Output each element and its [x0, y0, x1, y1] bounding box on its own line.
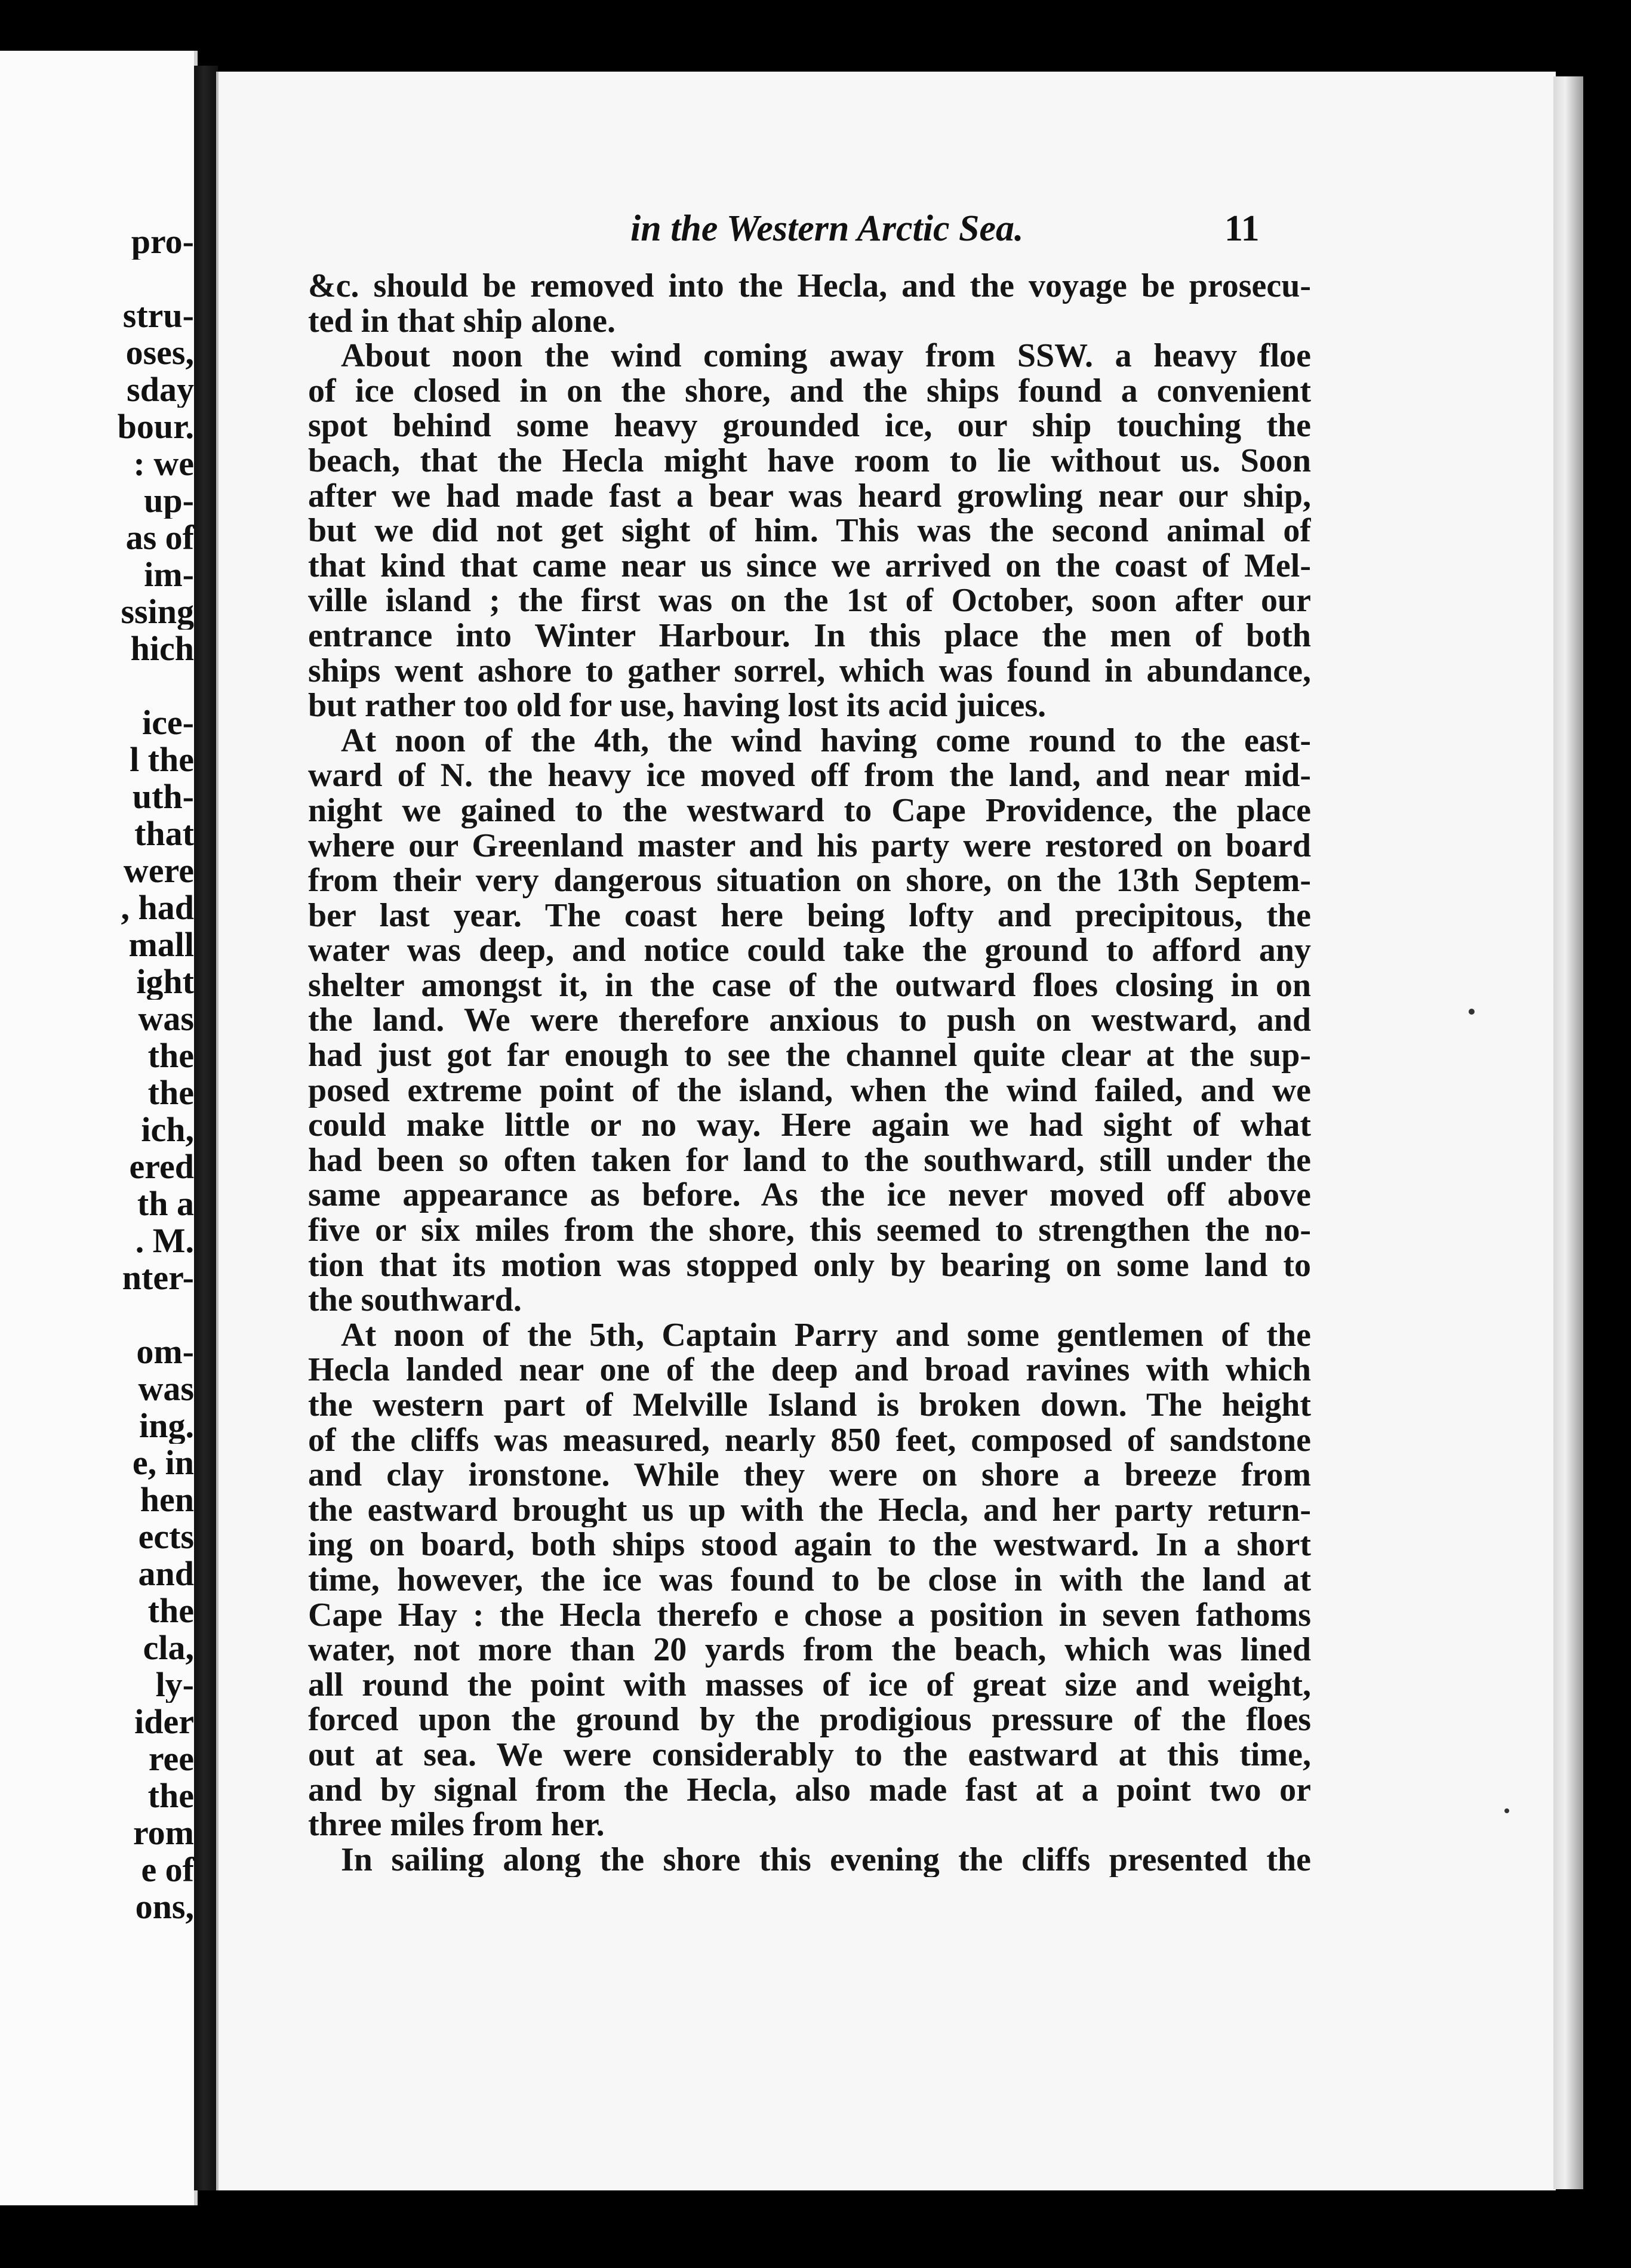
text-line: ing on board, both ships stood again to the westward. In a short: [308, 1527, 1311, 1563]
left-page-fragment: ree: [148, 1741, 194, 1777]
book-page: [216, 72, 1556, 2190]
left-page-fragment: e of: [141, 1852, 194, 1888]
text-line: from their very dangerous situation on shore, on the 13th Septem-: [308, 863, 1311, 898]
left-page-fragment: . M.: [135, 1223, 194, 1259]
text-line: ted in that ship alone.: [308, 303, 616, 339]
text-line: the western part of Melville Island is broken down. The height: [308, 1388, 1311, 1423]
dust-speck: [1469, 1009, 1475, 1015]
left-page-fragment: stru-: [122, 298, 194, 334]
text-line: At noon of the 5th, Captain Parry and some gentlemen of the: [341, 1317, 1311, 1353]
left-page-fragment: e, in: [132, 1445, 194, 1481]
page-header: [219, 208, 1556, 261]
left-page-fragment: were: [123, 853, 194, 889]
dust-speck: [1504, 1808, 1509, 1813]
text-line: out at sea. We were considerably to the eastward at this time,: [308, 1737, 1311, 1773]
text-line: the eastward brought us up with the Hecla, and her party return-: [308, 1492, 1311, 1528]
left-page-fragment: im-: [144, 557, 194, 593]
left-page-fragment: ice-: [142, 705, 194, 741]
left-page-fragment: up-: [144, 483, 194, 519]
page-number: 11: [1224, 208, 1260, 249]
left-page-fragment: om-: [136, 1334, 194, 1370]
text-line: had been so often taken for land to the southward, still under the: [308, 1142, 1311, 1178]
text-line: shelter amongst it, in the case of the outward floes closing in on: [308, 967, 1311, 1003]
left-page-fragment: nter-: [122, 1260, 194, 1296]
text-line: night we gained to the westward to Cape Providence, the place: [308, 793, 1311, 828]
text-line: but we did not get sight of him. This was the second animal of: [308, 513, 1311, 548]
text-line: tion that its motion was stopped only by bearing on some land to: [308, 1247, 1311, 1283]
text-line: same appearance as before. As the ice never moved off above: [308, 1178, 1311, 1213]
left-facing-page: [0, 51, 198, 2205]
left-page-fragment: ssing: [121, 594, 194, 630]
page-edge: [1553, 76, 1583, 2189]
left-page-fragment: the: [147, 1593, 194, 1629]
text-line: time, however, the ice was found to be close in with the land at: [308, 1562, 1311, 1598]
left-page-fragment: the: [147, 1038, 194, 1074]
text-line: About noon the wind coming away from SSW. a heavy floe: [341, 338, 1311, 374]
left-page-fragment: was: [138, 1371, 194, 1407]
left-page-fragment: was: [138, 1001, 194, 1037]
text-line: of the cliffs was measured, nearly 850 feet, composed of sandstone: [308, 1422, 1311, 1458]
text-line: ville island ; the first was on the 1st of October, soon after our: [308, 583, 1311, 618]
text-line: five or six miles from the shore, this seemed to strengthen the no-: [308, 1213, 1311, 1248]
text-line: At noon of the 4th, the wind having come round to the east-: [341, 723, 1311, 759]
text-line: but rather too old for use, having lost its acid juices.: [308, 688, 1047, 723]
left-page-fragment: sday: [127, 372, 194, 408]
text-line: posed extreme point of the island, when the wind failed, and we: [308, 1073, 1311, 1108]
text-line: where our Greenland master and his party were restored on board: [308, 828, 1311, 864]
text-line: the land. We were therefore anxious to push on westward, and: [308, 1003, 1311, 1039]
left-page-fragment: th a: [137, 1186, 194, 1222]
text-line: had just got far enough to see the channel quite clear at the sup-: [308, 1038, 1311, 1073]
left-page-fragment: pro-: [131, 224, 194, 260]
left-page-fragment: ing.: [139, 1408, 194, 1444]
text-line: water was deep, and notice could take the ground to afford any: [308, 933, 1311, 968]
text-line: after we had made fast a bear was heard growling near our ship,: [308, 478, 1311, 514]
text-line: could make little or no way. Here again we had sight of what: [308, 1108, 1311, 1143]
left-page-fragment: l the: [130, 742, 194, 778]
body-text: [308, 269, 1311, 1877]
left-page-fragment: as of: [125, 520, 194, 556]
text-line: In sailing along the shore this evening the cliffs presented the: [341, 1842, 1311, 1878]
left-page-fragment: ons,: [135, 1889, 194, 1925]
text-line: three miles from her.: [308, 1807, 605, 1842]
text-line: that kind that came near us since we arrived on the coast of Mel-: [308, 548, 1311, 584]
text-line: the southward.: [308, 1283, 522, 1318]
text-line: entrance into Winter Harbour. In this place the men of both: [308, 618, 1311, 654]
left-page-fragment: ered: [129, 1149, 194, 1185]
text-line: all round the point with masses of ice of great size and weight,: [308, 1667, 1311, 1703]
text-line: forced upon the ground by the prodigious pressure of the floes: [308, 1702, 1311, 1737]
text-line: beach, that the Hecla might have room to lie without us. Soon: [308, 443, 1311, 479]
text-line: spot behind some heavy grounded ice, our ship touching the: [308, 408, 1311, 443]
left-page-fragment: oses,: [125, 335, 194, 371]
left-page-fragment: mall: [128, 927, 194, 963]
left-page-fragment: cla,: [143, 1630, 194, 1666]
left-page-fragment: hen: [140, 1482, 194, 1518]
text-line: &c. should be removed into the Hecla, and the voyage be prosecu-: [308, 269, 1311, 304]
left-page-fragment: : we: [133, 446, 194, 482]
left-page-fragment: hich: [130, 631, 194, 667]
text-line: ward of N. the heavy ice moved off from the land, and near mid-: [308, 758, 1311, 793]
left-page-fragment: that: [134, 816, 194, 852]
left-page-fragment: bour.: [117, 409, 194, 445]
left-page-fragment: ich,: [141, 1112, 194, 1148]
left-page-fragment: ly-: [155, 1667, 194, 1703]
text-line: ships went ashore to gather sorrel, which was found in abundance,: [308, 653, 1311, 689]
book-gutter: [194, 66, 218, 2190]
text-line: and clay ironstone. While they were on shore a breeze from: [308, 1457, 1311, 1493]
left-page-fragment: the: [147, 1778, 194, 1814]
text-line: Cape Hay : the Hecla therefo e chose a position in seven fathoms: [308, 1597, 1311, 1633]
left-page-fragment: the: [147, 1075, 194, 1111]
text-line: and by signal from the Hecla, also made fast at a point two or: [308, 1772, 1311, 1808]
left-page-fragment: , had: [121, 890, 194, 926]
text-line: Hecla landed near one of the deep and broad ravines with which: [308, 1352, 1311, 1388]
text-line: ber last year. The coast here being lofty and precipitous, the: [308, 898, 1311, 933]
left-page-fragment: and: [138, 1556, 194, 1592]
left-page-fragment: uth-: [132, 779, 194, 815]
running-head: in the Western Arctic Sea.: [630, 208, 1024, 249]
left-page-fragment: ight: [136, 964, 194, 1000]
text-line: water, not more than 20 yards from the beach, which was lined: [308, 1632, 1311, 1668]
left-page-fragment: rom: [133, 1815, 194, 1851]
left-page-fragment: ider: [134, 1704, 194, 1740]
text-line: of ice closed in on the shore, and the ships found a convenient: [308, 373, 1311, 409]
left-page-fragment: ects: [138, 1519, 194, 1555]
